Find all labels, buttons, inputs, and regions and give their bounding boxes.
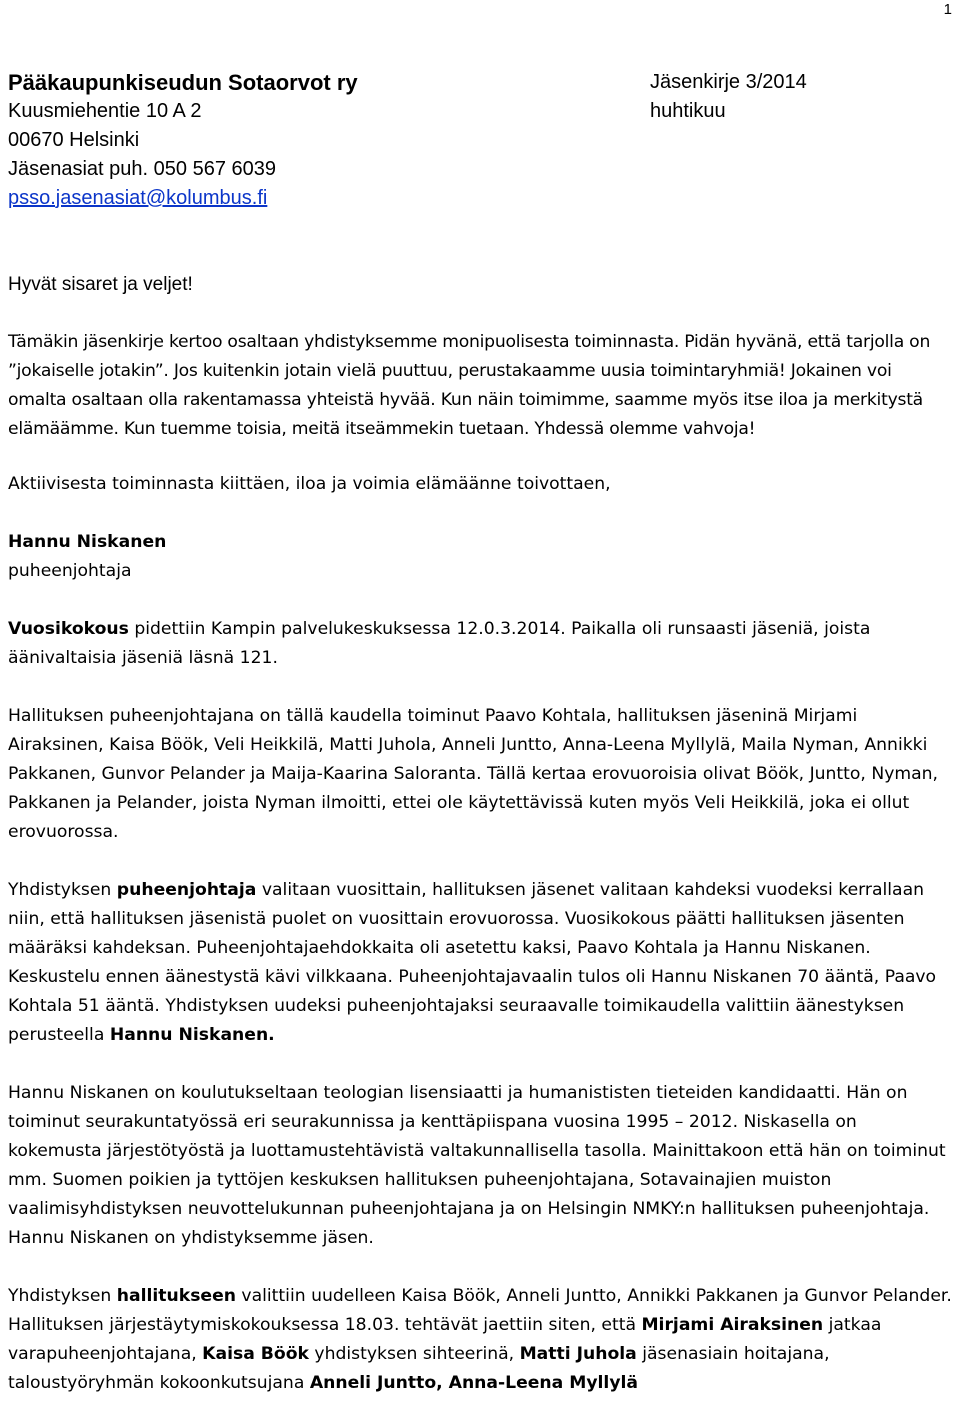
signature-title: puheenjohtaja bbox=[8, 561, 132, 581]
board-bold-1: hallitukseen bbox=[116, 1286, 236, 1306]
letter-title: Jäsenkirje 3/2014 bbox=[650, 71, 807, 93]
board-bold-2: Mirjami Airaksinen bbox=[641, 1315, 824, 1335]
election-text-2: valitaan vuosittain, hallituksen jäsenet valitaan kahdeksi vuodeksi kerrallaan niin, että hallituksen jäsenistä puolet on vuosittain erovuorossa. Vuosikokous päätti hallituksen jäsenten määräksi kahdeksan. Puheenjohtajaehdokkaita oli asetettu kaksi, Paavo Kohtala ja Hannu Niskanen. Keskustelu ennen äänestystä kävi vilkkaana. Puheenjohtajavaalin tulos oli Hannu Niskanen 70 ääntä, Paavo Kohtala 51 ääntä. Yhdistyksen uudeksi puheenjohtajaksi seuraavalle toimikaudella valittiin äänestyksen perusteella bbox=[8, 880, 937, 1045]
board-bold-3: Kaisa Böök bbox=[202, 1344, 309, 1364]
board-bold-4: Matti Juhola bbox=[519, 1344, 637, 1364]
election-bold-1: puheenjohtaja bbox=[116, 880, 257, 900]
signature-name: Hannu Niskanen bbox=[8, 532, 167, 552]
election-paragraph bbox=[8, 876, 954, 1050]
board-text-3: jatkaa varapuheenjohtajana, bbox=[8, 1315, 882, 1364]
vuosikokous-text: pidettiin Kampin palvelukeskuksessa 12.0.3.2014. Paikalla oli runsaasti jäseniä, joista äänivaltaisia jäseniä läsnä 121. bbox=[8, 619, 871, 668]
letter-month: huhtikuu bbox=[650, 100, 726, 122]
signature bbox=[8, 528, 954, 586]
board-text-1: Yhdistyksen bbox=[8, 1286, 117, 1306]
election-text-1: Yhdistyksen bbox=[8, 880, 117, 900]
member-phone: Jäsenasiat puh. 050 567 6039 bbox=[8, 158, 276, 180]
greeting: Hyvät sisaret ja veljet! bbox=[8, 274, 193, 295]
organization-name: Pääkaupunkiseudun Sotaorvot ry bbox=[8, 70, 358, 95]
board-text-5: jäsenasiain hoitajana, taloustyöryhmän kokoonkutsujana bbox=[8, 1344, 830, 1393]
address-line-2: 00670 Helsinki bbox=[8, 129, 140, 151]
letter-info bbox=[650, 68, 807, 126]
page-number: 1 bbox=[943, 1, 952, 18]
closing-line: Aktiivisesta toiminnasta kiittäen, iloa ja voimia elämäänne toivottaen, bbox=[8, 474, 611, 494]
hallitus-paragraph: Hallituksen puheenjohtajana on tällä kaudella toiminut Paavo Kohtala, hallituksen jäseninä Mirjami Airaksinen, Kaisa Böök, Veli Heikkilä, Matti Juhola, Anneli Juntto, Anna-Leena Myllylä, Maila Nyman, Annikki Pakkanen, Gunvor Pelander ja Maija-Kaarina Saloranta. Tällä kertaa erovuoroisia olivat Böök, Juntto, Nyman, Pakkanen ja Pelander, joista Nyman ilmoitti, ettei ole käytettävissä kuten myös Veli Heikkilä, joka ei ollut erovuorossa. bbox=[8, 706, 939, 842]
niskanen-paragraph: Hannu Niskanen on koulutukseltaan teologian lisensiaatti ja humanististen tieteiden kandidaatti. Hän on toiminut seurakuntatyössä eri seurakunnissa ja kenttäpiispana vuosina 1995 – 2012. Niskasella on kokemusta järjestötyöstä ja luottamustehtävistä valtakunnallisella tasolla. Mainittakoon että hän on toiminut mm. Suomen poikien ja tyttöjen keskuksen hallituksen puheenjohtajana, Sotavainajien muiston vaalimisyhdistyksen neuvottelukunnan puheenjohtajana ja on Helsingin NMKY:n hallituksen puheenjohtaja. Hannu Niskanen on yhdistyksemme jäsen. bbox=[8, 1083, 946, 1248]
vuosikokous-heading: Vuosikokous bbox=[8, 619, 129, 639]
letter-header bbox=[8, 68, 948, 213]
board-bold-5: Anneli Juntto, Anna-Leena Myllylä bbox=[309, 1373, 639, 1393]
address-line-1: Kuusmiehentie 10 A 2 bbox=[8, 100, 202, 122]
intro-paragraph: Tämäkin jäsenkirje kertoo osaltaan yhdistyksemme monipuolisesta toiminnasta. Pidän hyvänä, että tarjolla on ”jokaiselle jotakin”. Jos kuitenkin jotain vielä puuttuu, perustakaamme uusia toimintaryhmiä! Jokainen voi omalta osaltaan olla rakentamassa yhteistä hyvää. Kun näin toimimme, saamme myös itse iloa ja merkitystä elämäämme. Kun tuemme toisia, meitä itseämmekin tuetaan. Yhdessä olemme vahvoja! bbox=[8, 332, 931, 439]
vuosikokous-paragraph bbox=[8, 615, 954, 673]
board-text-4: yhdistyksen sihteerinä, bbox=[308, 1344, 520, 1364]
letter-body bbox=[8, 270, 954, 1398]
board-text-2: valittiin uudelleen Kaisa Böök, Anneli Juntto, Annikki Pakkanen ja Gunvor Pelander. Hallituksen järjestäytymiskokouksessa 18.03. tehtävät jaettiin siten, että bbox=[8, 1286, 952, 1335]
board-paragraph bbox=[8, 1282, 954, 1398]
election-bold-2: Hannu Niskanen. bbox=[109, 1025, 275, 1045]
email-link[interactable]: psso.jasenasiat@kolumbus.fi bbox=[8, 187, 268, 209]
